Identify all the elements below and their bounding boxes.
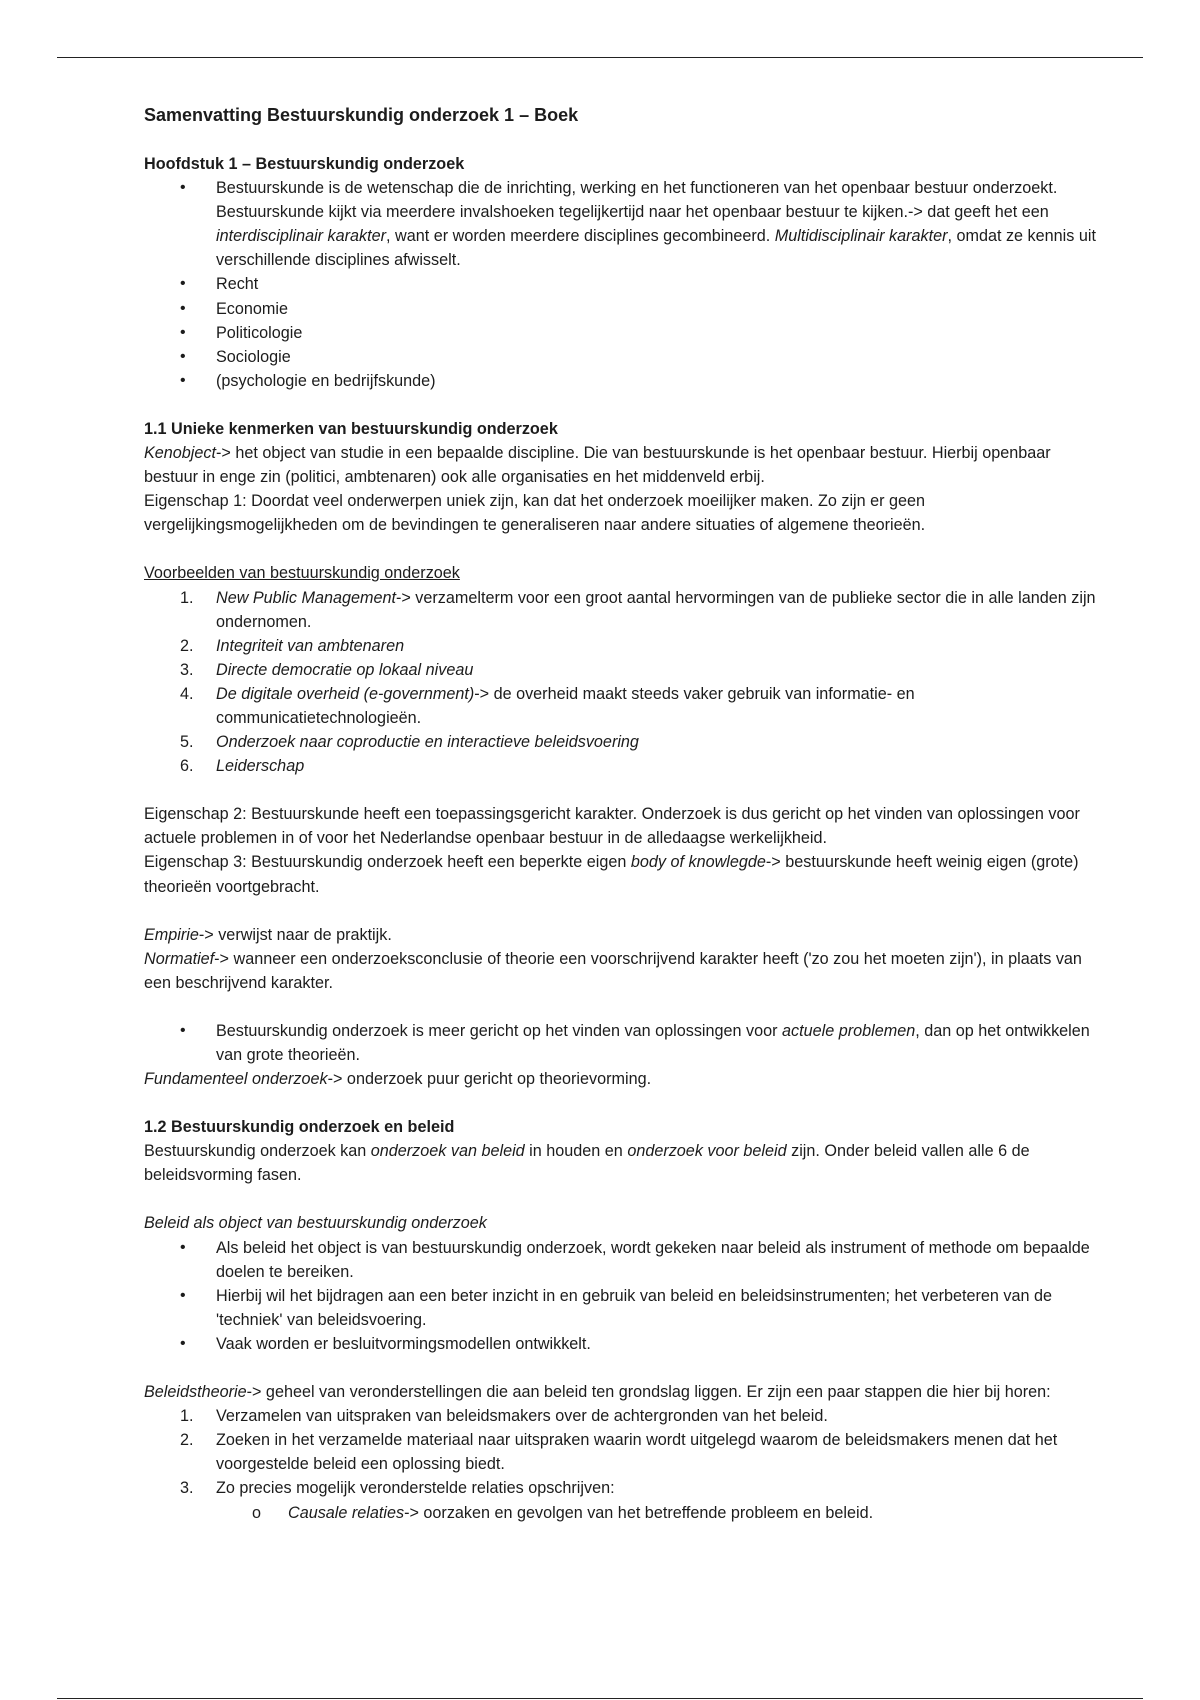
list-item: 5. Onderzoek naar coproductie en interactieve beleidsvoering xyxy=(180,733,639,752)
focus-list xyxy=(144,1019,1104,1067)
kenobject-paragraph: Kenobject-> het object van studie in een bepaalde discipline. Die van bestuurskunde is het openbaar bestuur. Hierbij openbaar bestuur in enge zin (politici, ambtenaren) ook alle organisaties en het middenveld erbij. xyxy=(144,444,1051,487)
document-body xyxy=(144,102,1104,1525)
list-item: • Economie xyxy=(144,297,1104,321)
list-item: 2. Zoeken in het verzamelde materiaal naar uitspraken waarin wordt uitgelegd waarom de beleidsmakers menen dat het voorgestelde beleid een oplossing biedt. xyxy=(180,1431,1058,1474)
sub-list xyxy=(216,1501,1104,1525)
list-item: 4. De digitale overheid (e-government)-> de overheid maakt steeds vaker gebruik van informatie- en communicatietechnologieën. xyxy=(180,684,915,727)
voorbeelden-heading: Voorbeelden van bestuurskundig onderzoek xyxy=(144,564,460,583)
list-item: 3. Directe democratie op lokaal niveau xyxy=(180,660,474,679)
list-item: • Bestuurskunde is de wetenschap die de inrichting, werking en het functioneren van het openbaar bestuur onderzoekt. Bestuurskunde kijkt via meerdere invalshoeken tegelijkertijd naar het openbaar bestuur te kijken.-> dat geeft het een interdisciplinair karakter, want er worden meerdere disciplines gecombineerd. Multidisciplinair karakter, omdat ze kennis uit verschillende disciplines afwisselt. xyxy=(144,176,1104,272)
list-item: • Als beleid het object is van bestuurskundig onderzoek, wordt gekeken naar beleid als instrument of methode om bepaalde doelen te bereiken. xyxy=(144,1236,1104,1284)
empirie-definition: Empirie-> verwijst naar de praktijk. xyxy=(144,925,392,944)
list-item: • Vaak worden er besluitvormingsmodellen ontwikkelt. xyxy=(144,1332,1104,1356)
list-item: 1. Verzamelen van uitspraken van beleidsmakers over de achtergronden van het beleid. xyxy=(180,1407,828,1426)
list-item: • (psychologie en bedrijfskunde) xyxy=(144,369,1104,393)
list-item: • Recht xyxy=(144,272,1104,296)
voorbeelden-list xyxy=(144,586,1104,779)
list-item: o Causale relaties-> oorzaken en gevolgen van het betreffende probleem en beleid. xyxy=(252,1503,874,1522)
chapter-1-list xyxy=(144,176,1104,393)
beleid-intro: Bestuurskundig onderzoek kan onderzoek van beleid in houden en onderzoek voor beleid zijn. Onder beleid vallen alle 6 de beleidsvorming fasen. xyxy=(144,1142,1030,1185)
list-item: 2. Integriteit van ambtenaren xyxy=(180,636,405,655)
list-item: • Hierbij wil het bijdragen aan een beter inzicht in en gebruik van beleid en beleidsinstrumenten; het verbeteren van de 'techniek' van beleidsvoering. xyxy=(144,1284,1104,1332)
eigenschap-3: Eigenschap 3: Bestuurskundig onderzoek heeft een beperkte eigen body of knowlegde-> bestuurskunde heeft weinig eigen (grote) theorieën voortgebracht. xyxy=(144,853,1079,896)
list-item: 6. Leiderschap xyxy=(180,757,305,776)
section-1-2-heading: 1.2 Bestuurskundig onderzoek en beleid xyxy=(144,1118,455,1137)
eigenschap-1: Eigenschap 1: Doordat veel onderwerpen uniek zijn, kan dat het onderzoek moeilijker maken. Zo zijn er geen vergelijkingsmogelijkheden om de bevindingen te generaliseren naar andere situaties of algemene theorieën. xyxy=(144,492,926,535)
list-item: 3. Zo precies mogelijk veronderstelde relaties opschrijven: o Causale relaties-> oorzaken en gevolgen van het betreffende probleem en beleid. xyxy=(144,1476,1104,1524)
document-title: Samenvatting Bestuurskundig onderzoek 1 – Boek xyxy=(144,105,579,125)
list-item: 1. New Public Management-> verzamelterm voor een groot aantal hervormingen van de publieke sector die in alle landen zijn ondernomen. xyxy=(180,588,1096,631)
beleid-object-heading: Beleid als object van bestuurskundig onderzoek xyxy=(144,1214,487,1233)
section-1-1-heading: 1.1 Unieke kenmerken van bestuurskundig onderzoek xyxy=(144,419,558,438)
list-item: • Sociologie xyxy=(144,345,1104,369)
chapter-1-heading: Hoofdstuk 1 – Bestuurskundig onderzoek xyxy=(144,155,465,173)
footer-rule xyxy=(57,1698,1143,1699)
fundamenteel-definition: Fundamenteel onderzoek-> onderzoek puur gericht op theorievorming. xyxy=(144,1070,652,1089)
beleidstheorie-steps xyxy=(144,1404,1104,1524)
header-rule xyxy=(57,57,1143,58)
normatief-definition: Normatief-> wanneer een onderzoeksconclusie of theorie een voorschrijvend karakter heeft ('zo zou het moeten zijn'), in plaats van een beschrijvend karakter. xyxy=(144,949,1082,992)
eigenschap-2: Eigenschap 2: Bestuurskunde heeft een toepassingsgericht karakter. Onderzoek is dus gericht op het vinden van oplossingen voor actuele problemen in of voor het Nederlandse openbaar bestuur in de alledaagse werkelijkheid. xyxy=(144,805,1080,848)
beleid-object-list xyxy=(144,1236,1104,1356)
list-item: • Bestuurskundig onderzoek is meer gericht op het vinden van oplossingen voor actuele problemen, dan op het ontwikkelen van grote theorieën. xyxy=(144,1019,1104,1067)
beleidstheorie-definition: Beleidstheorie-> geheel van veronderstellingen die aan beleid ten grondslag liggen. Er zijn een paar stappen die hier bij horen: xyxy=(144,1383,1051,1402)
list-item: • Politicologie xyxy=(144,321,1104,345)
